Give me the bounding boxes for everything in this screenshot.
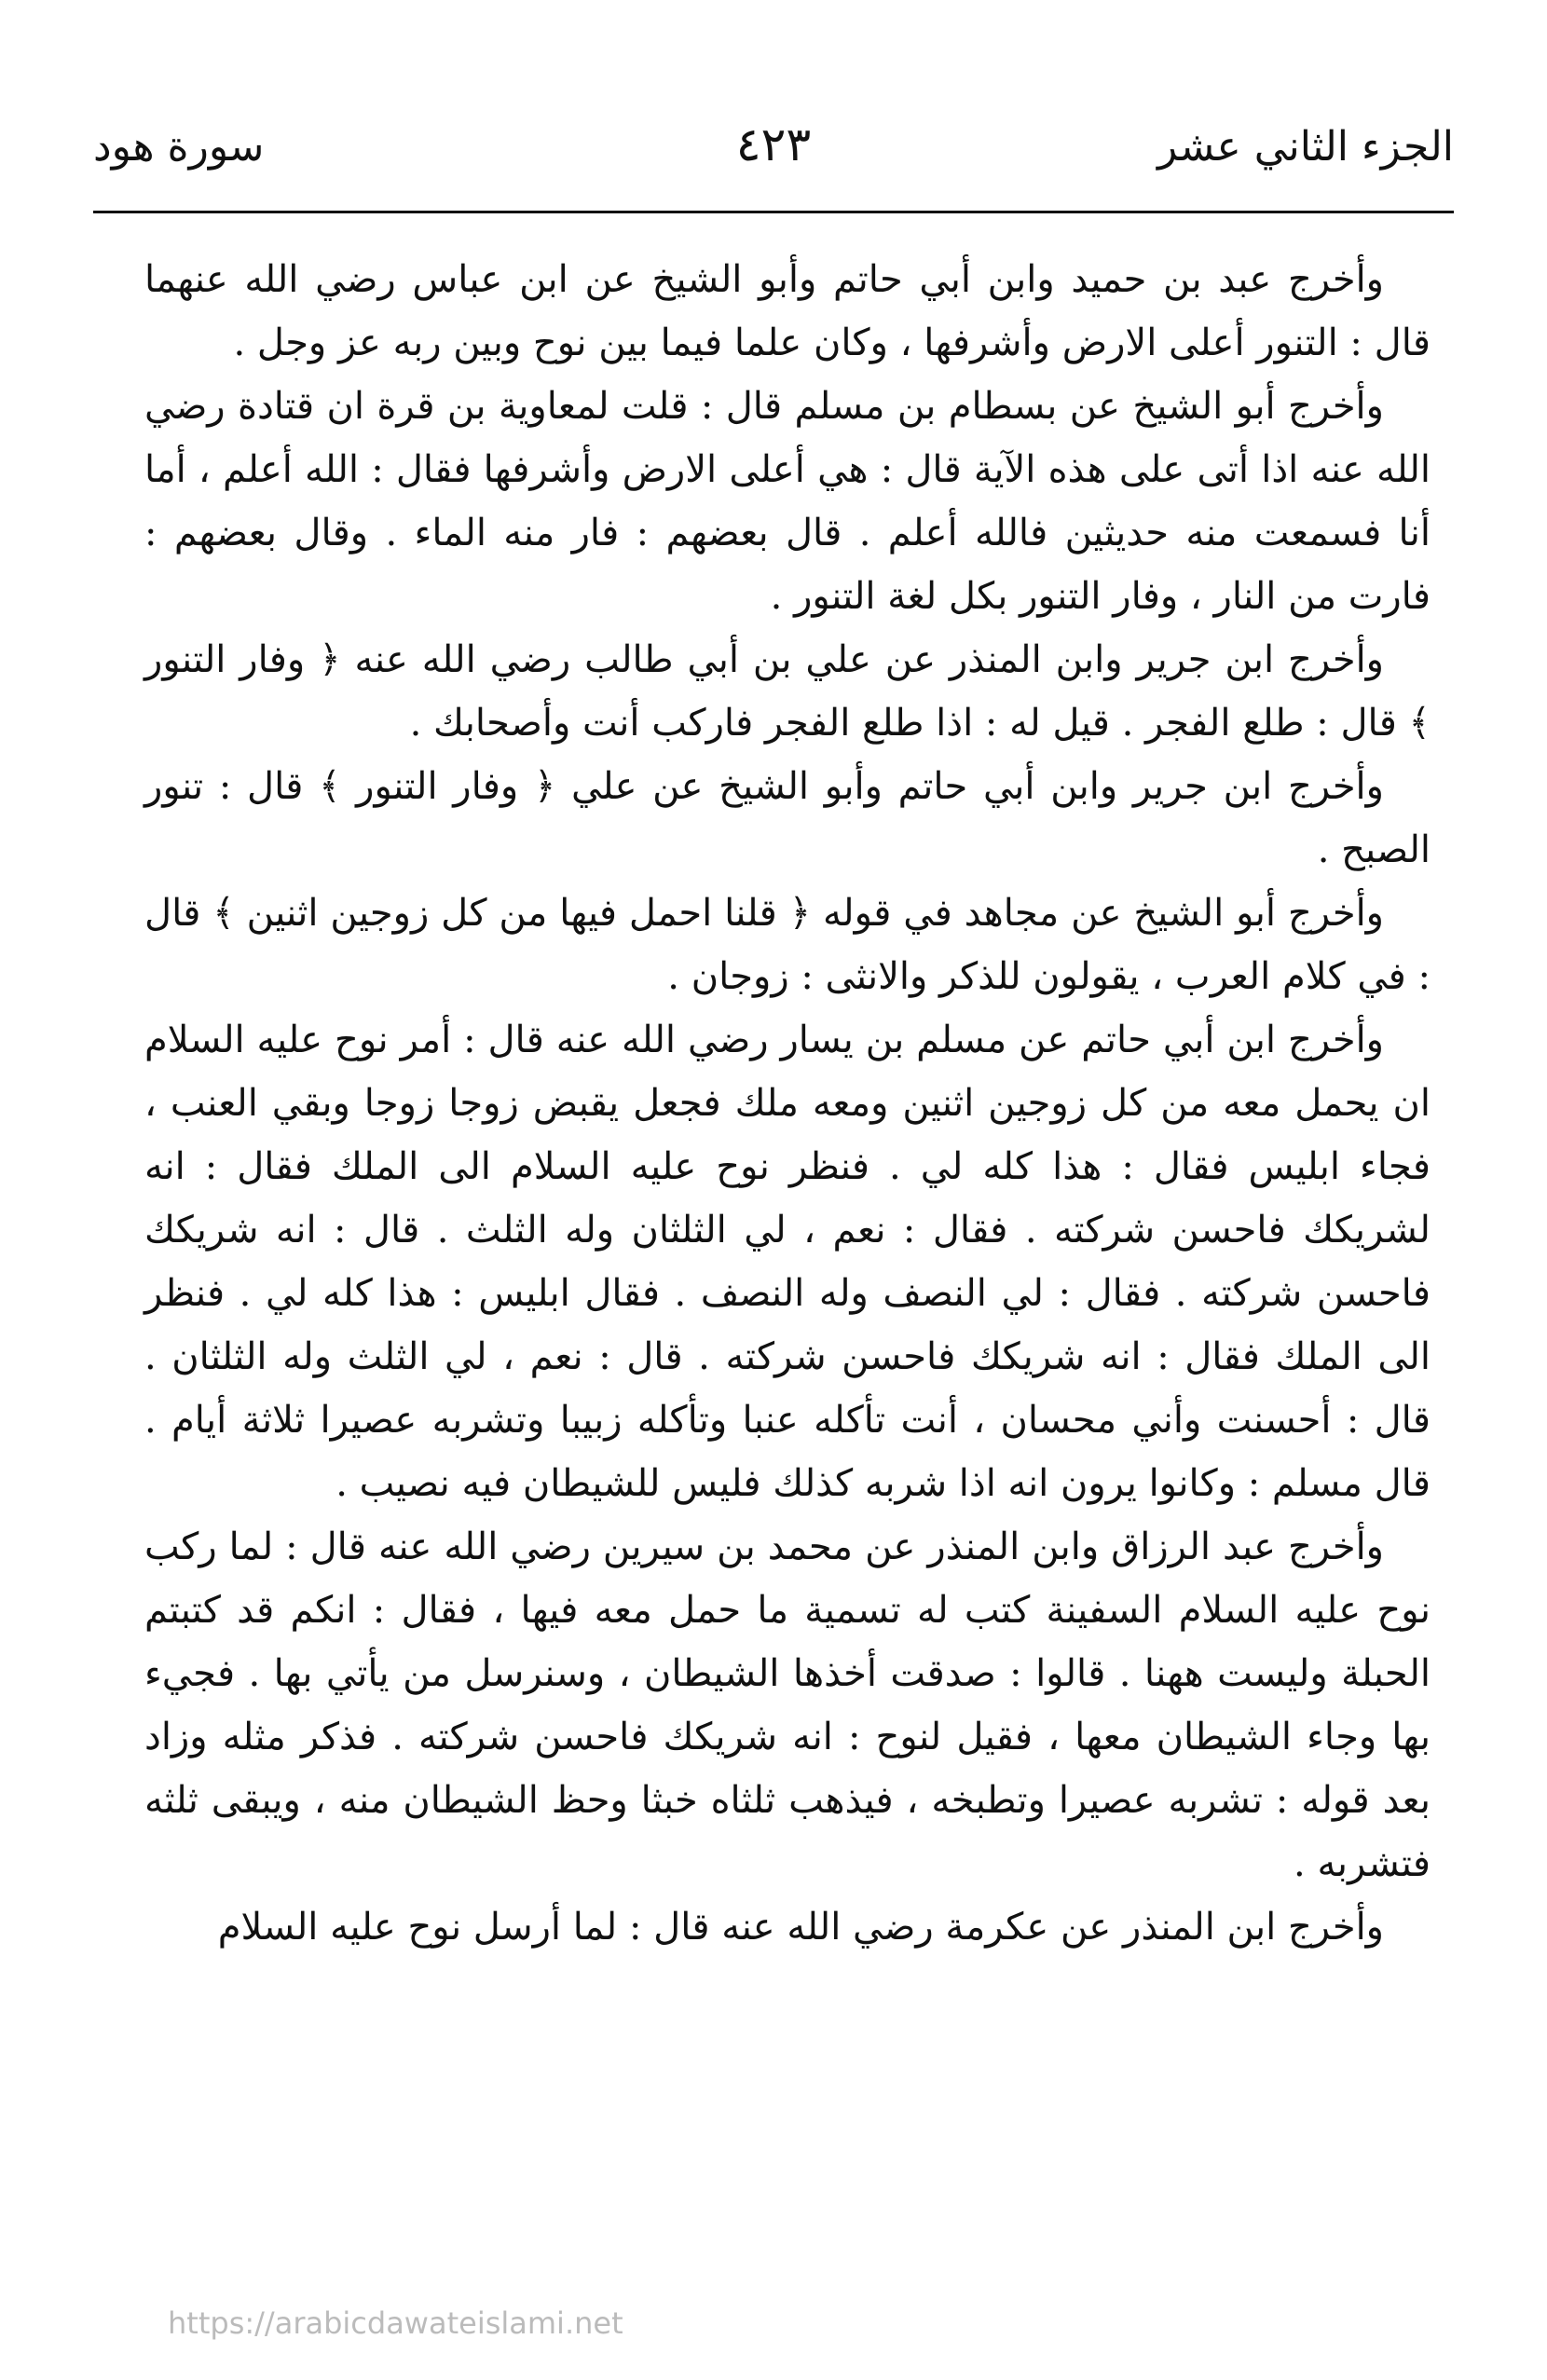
header-rule: [93, 211, 1454, 213]
paragraph: وأخرج عبد الرزاق وابن المنذر عن محمد بن سيرين رضي الله عنه قال : لما ركب نوح عليه السلام السفينة كتب له تسمية ما حمل معه فيها ، فقال : انكم قد كتبتم الحبلة وليست ههنا . قالوا : صدقت أخذها الشيطان ، وسنرسل من يأتي بها . فجيء بها وجاء الشيطان معها ، فقيل لنوح : انه شريكك فاحسن شركته . فذكر مثله وزاد بعد قوله : تشربه عصيرا وتطبخه ، فيذهب ثلثاه خبثا وحظ الشيطان منه ، ويبقى ثلثه فتشربه .: [144, 1525, 1431, 1885]
paragraph: وأخرج ابن جرير وابن أبي حاتم وأبو الشيخ عن علي ﴿ وفار التنور ﴾ قال : تنور الصبح .: [144, 765, 1431, 871]
page-number: ٤٢٣: [735, 117, 812, 171]
paragraph: وأخرج ابن جرير وابن المنذر عن علي بن أبي طالب رضي الله عنه ﴿ وفار التنور ﴾ قال : طلع الفجر . قيل له : اذا طلع الفجر فاركب أنت وأصحابك .: [144, 638, 1431, 745]
paragraph: وأخرج ابن أبي حاتم عن مسلم بن يسار رضي الله عنه قال : أمر نوح عليه السلام ان يحمل معه من كل زوجين اثنين ومعه ملك فجعل يقبض زوجا زوجا وبقي العنب ، فجاء ابليس فقال : هذا كله لي . فنظر نوح عليه السلام الى الملك فقال : انه لشريكك فاحسن شركته . فقال : نعم ، لي الثلثان وله الثلث . قال : انه شريكك فاحسن شركته . فقال : لي النصف وله النصف . فقال ابليس : هذا كله لي . فنظر الى الملك فقال : انه شريكك فاحسن شركته . قال : نعم ، لي الثلث وله الثلثان . قال : أحسنت وأني محسان ، أنت تأكله عنبا وتأكله زبيبا وتشربه عصيرا ثلاثة أيام . قال مسلم : وكانوا يرون انه اذا شربه كذلك فليس للشيطان فيه نصيب .: [144, 1019, 1431, 1505]
paragraph: وأخرج عبد بن حميد وابن أبي حاتم وأبو الشيخ عن ابن عباس رضي الله عنهما قال : التنور أعلى الارض وأشرفها ، وكان علما فيما بين نوح وبين ربه عز وجل .: [144, 258, 1431, 364]
text-body: [144, 248, 1431, 1959]
watermark-url: https://arabicdawateislami.net: [168, 2305, 623, 2341]
part-label: الجزء الثاني عشر: [1157, 123, 1454, 171]
page-header: [93, 112, 1454, 196]
paragraph: وأخرج أبو الشيخ عن مجاهد في قوله ﴿ قلنا احمل فيها من كل زوجين اثنين ﴾ قال : في كلام العرب ، يقولون للذكر والانثى : زوجان .: [144, 892, 1431, 998]
surah-label: سورة هود: [93, 123, 265, 171]
paragraph: وأخرج أبو الشيخ عن بسطام بن مسلم قال : قلت لمعاوية بن قرة ان قتادة رضي الله عنه اذا أتى على هذه الآية قال : هي أعلى الارض وأشرفها فقال : الله أعلم ، أما أنا فسمعت منه حديثين فالله أعلم . قال بعضهم : فار منه الماء . وقال بعضهم : فارت من النار ، وفار التنور بكل لغة التنور .: [144, 385, 1431, 618]
paragraph: وأخرج ابن المنذر عن عكرمة رضي الله عنه قال : لما أرسل نوح عليه السلام: [217, 1906, 1384, 1949]
